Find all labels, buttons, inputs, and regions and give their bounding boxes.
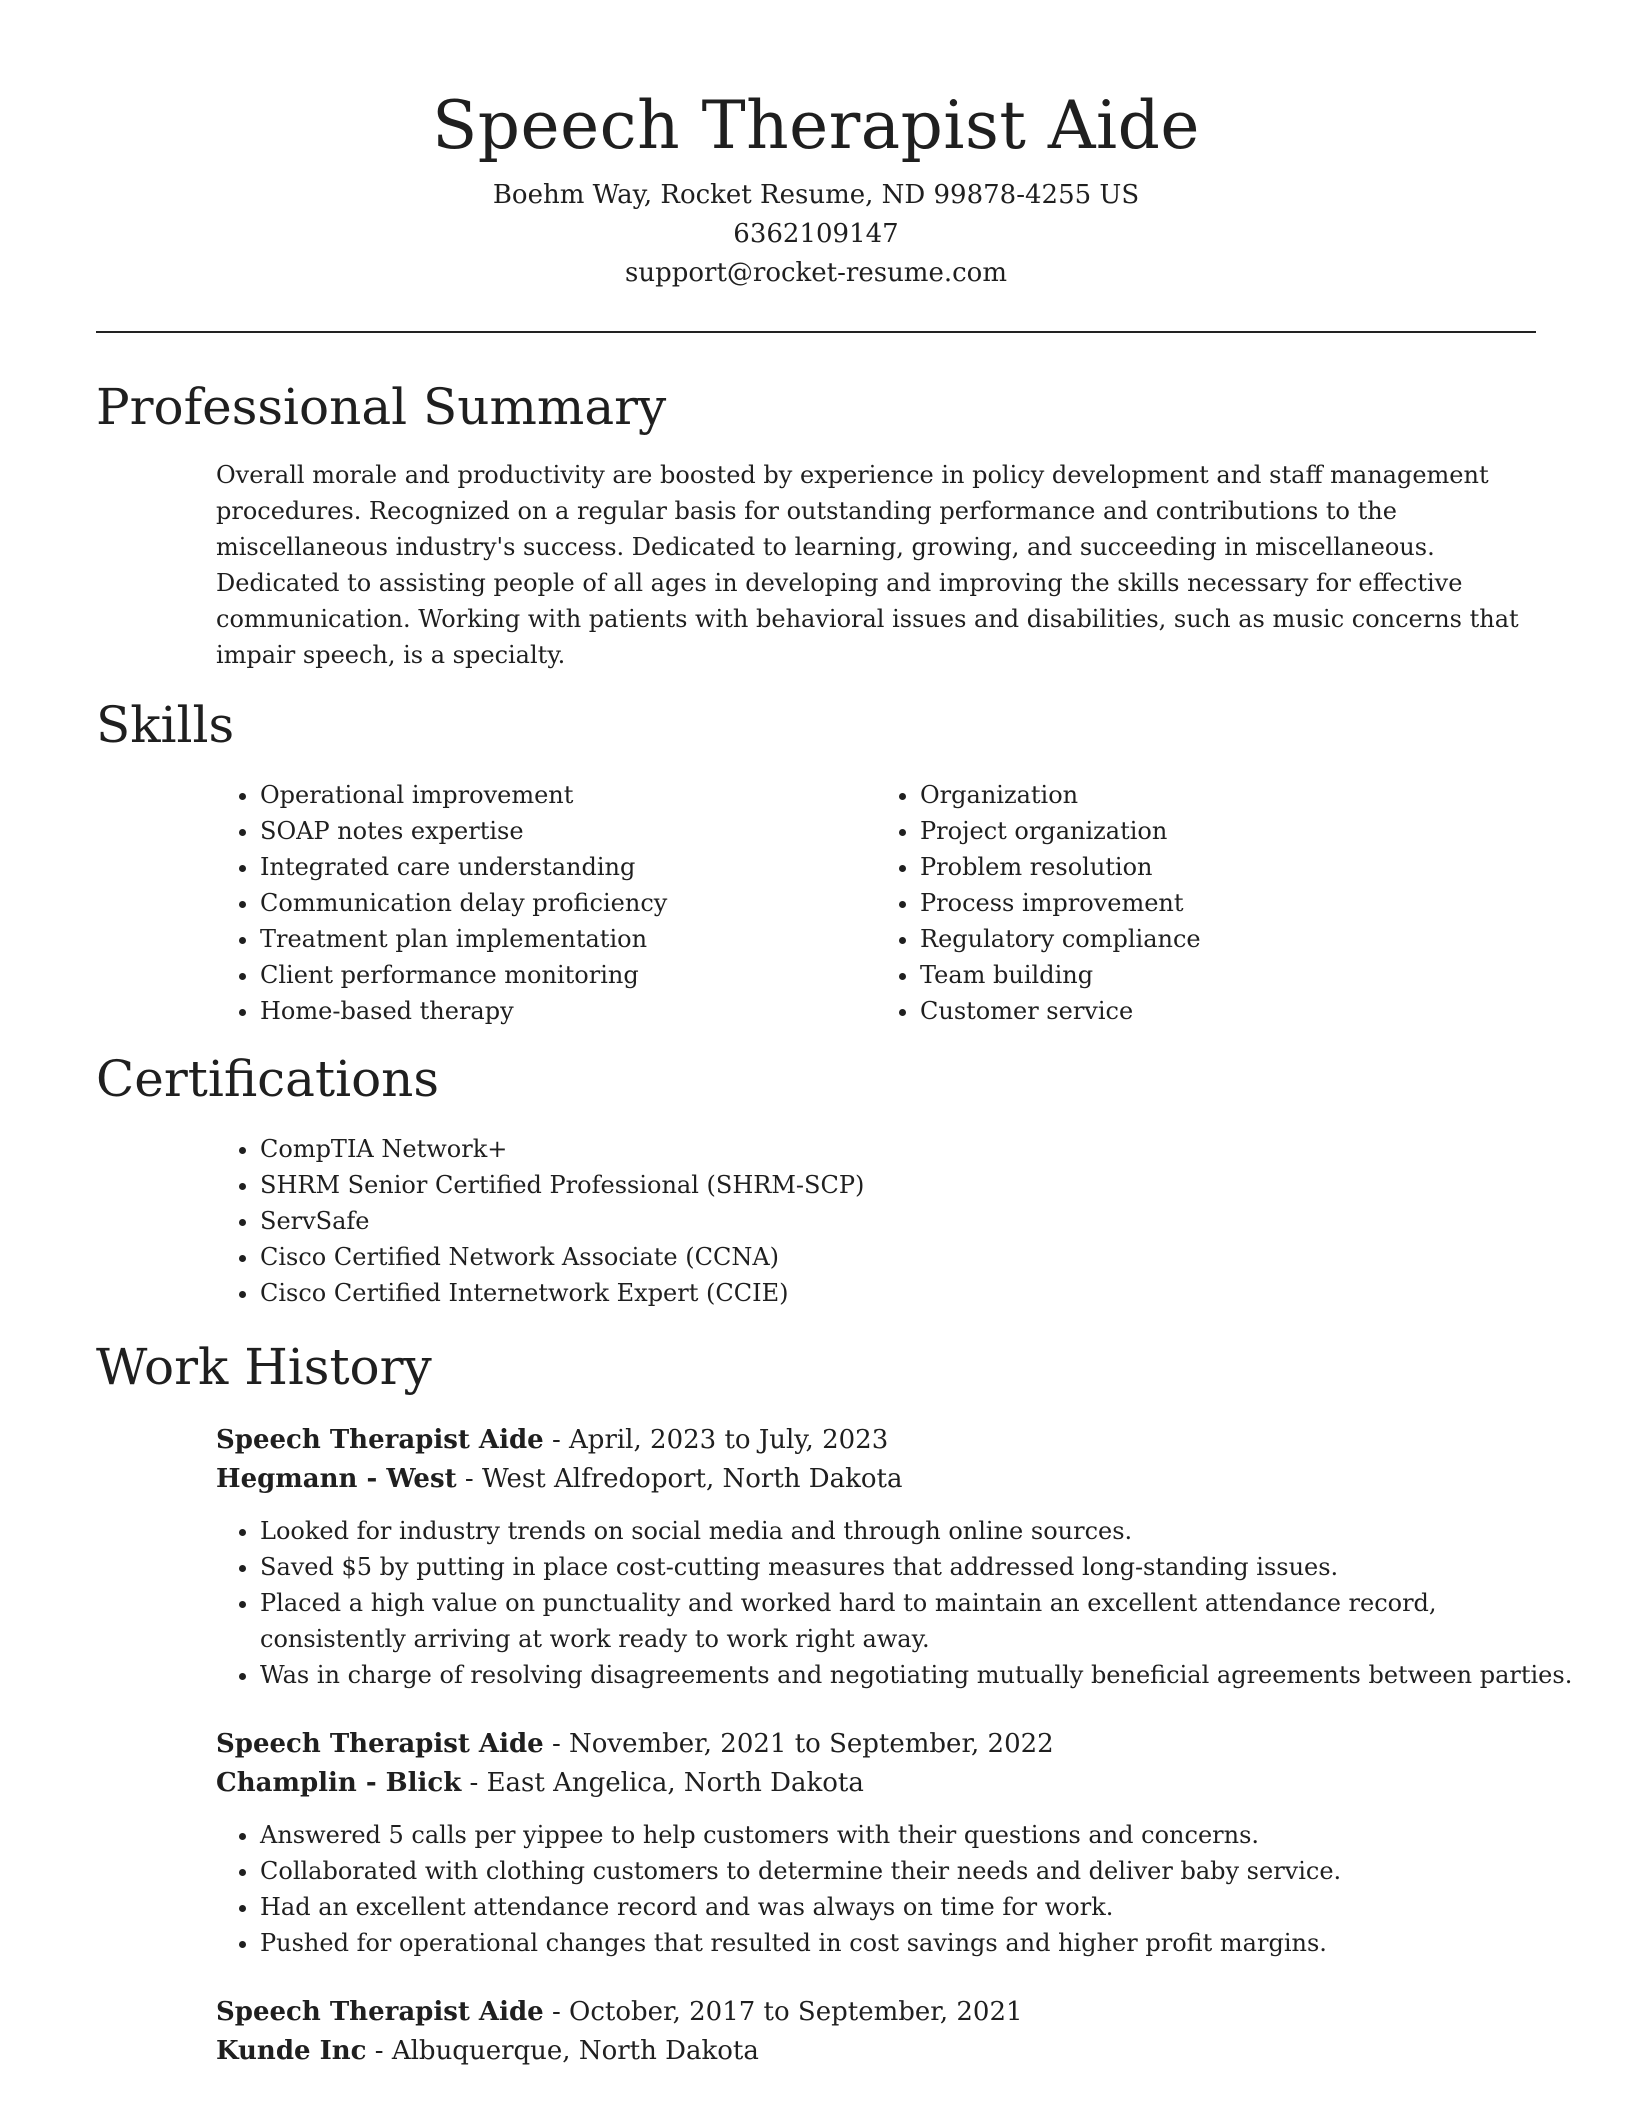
job-dates: - October, 2017 to September, 2021 xyxy=(543,1997,1023,2027)
header-divider xyxy=(96,331,1536,333)
skill-item: • Organization xyxy=(920,777,1536,813)
job-role: Speech Therapist Aide xyxy=(216,1997,544,2027)
skill-item: • Team building xyxy=(920,957,1536,993)
job-title-line xyxy=(216,1725,1536,1764)
job-bullet: • Answered 5 calls per yippee to help customers with their questions and concerns. xyxy=(260,1817,1580,1853)
skills-column-right xyxy=(876,777,1536,1029)
certification-item: • Cisco Certified Network Associate (CCNA) xyxy=(260,1239,1536,1275)
job-company: Kunde Inc xyxy=(216,2036,367,2066)
skills-list xyxy=(216,777,1536,1029)
skill-item: • Client performance monitoring xyxy=(260,957,876,993)
job-dates: - April, 2023 to July, 2023 xyxy=(543,1425,889,1455)
skill-item: • Regulatory compliance xyxy=(920,921,1536,957)
skill-item: • Customer service xyxy=(920,993,1536,1029)
summary-heading: Professional Summary xyxy=(96,378,667,436)
summary-text: Overall morale and productivity are boosted by experience in policy development and staff management procedures. Recognized on a regular basis for outstanding performance and contributions to the miscellaneous industry's success. Dedicated to learning, growing, and succeeding in miscellaneous. Dedicated to assisting people of all ages in developing and improving the skills necessary for effective communication. Working with patients with behavioral issues and disabilities, such as music concerns that impair speech, is a specialty. xyxy=(216,461,1519,669)
skill-item: • Integrated care understanding xyxy=(260,849,876,885)
job-bullet: • Looked for industry trends on social media and through online sources. xyxy=(260,1513,1580,1549)
job-entry xyxy=(216,1725,1536,1961)
certifications-list xyxy=(216,1131,1536,1311)
job-bullet: • Collaborated with clothing customers to determine their needs and deliver baby service. xyxy=(260,1853,1580,1889)
certification-item: • CompTIA Network+ xyxy=(260,1131,1536,1167)
job-bullet: • Pushed for operational changes that resulted in cost savings and higher profit margins. xyxy=(260,1925,1580,1961)
job-bullet: • Placed a high value on punctuality and worked hard to maintain an excellent attendance record, consistently arriving at work ready to work right away. xyxy=(260,1585,1580,1657)
certification-item: • Cisco Certified Internetwork Expert (CCIE) xyxy=(260,1275,1536,1311)
job-company-line xyxy=(216,1460,1536,1499)
job-bullet: • Was in charge of resolving disagreements and negotiating mutually beneficial agreements between parties. xyxy=(260,1657,1580,1693)
job-company-line xyxy=(216,1764,1536,1803)
job-role: Speech Therapist Aide xyxy=(216,1729,544,1759)
certification-item: • SHRM Senior Certified Professional (SHRM-SCP) xyxy=(260,1167,1536,1203)
job-role: Speech Therapist Aide xyxy=(216,1425,544,1455)
candidate-name: Speech Therapist Aide xyxy=(432,87,1200,164)
job-dates: - November, 2021 to September, 2022 xyxy=(543,1729,1054,1759)
contact-email: support@rocket-resume.com xyxy=(624,258,1007,288)
certifications-heading: Certifications xyxy=(96,1050,440,1108)
certifications-bullets xyxy=(216,1131,1536,1311)
job-bullets xyxy=(216,1817,1580,1961)
job-location: - East Angelica, North Dakota xyxy=(461,1768,864,1798)
skill-item: • Home-based therapy xyxy=(260,993,876,1029)
job-company: Hegmann - West xyxy=(216,1464,457,1494)
job-bullets xyxy=(216,1513,1580,1693)
job-bullet: • Saved $5 by putting in place cost-cutting measures that addressed long-standing issues. xyxy=(260,1549,1580,1585)
certification-item: • ServSafe xyxy=(260,1203,1536,1239)
resume-header xyxy=(96,0,1536,293)
job-bullet: • Had an excellent attendance record and was always on time for work. xyxy=(260,1889,1580,1925)
skill-item: • Operational improvement xyxy=(260,777,876,813)
job-title-line xyxy=(216,1993,1536,2032)
job-company-line xyxy=(216,2032,1536,2071)
resume-page xyxy=(96,0,1573,2071)
contact-address: Boehm Way, Rocket Resume, ND 99878-4255 US xyxy=(492,180,1140,210)
skill-item: • Process improvement xyxy=(920,885,1536,921)
skills-heading: Skills xyxy=(96,696,235,754)
contact-phone: 6362109147 xyxy=(733,219,899,249)
job-entry xyxy=(216,1993,1536,2071)
skill-item: • Problem resolution xyxy=(920,849,1536,885)
skill-item: • Treatment plan implementation xyxy=(260,921,876,957)
skill-item: • Project organization xyxy=(920,813,1536,849)
job-title-line xyxy=(216,1421,1536,1460)
skill-item: • SOAP notes expertise xyxy=(260,813,876,849)
job-location: - West Alfredoport, North Dakota xyxy=(456,1464,903,1494)
work-history-heading: Work History xyxy=(96,1338,432,1396)
job-entry xyxy=(216,1421,1573,1693)
skill-item: • Communication delay proficiency xyxy=(260,885,876,921)
job-company: Champlin - Blick xyxy=(216,1768,462,1798)
skills-column-left xyxy=(216,777,876,1029)
job-location: - Albuquerque, North Dakota xyxy=(366,2036,759,2066)
